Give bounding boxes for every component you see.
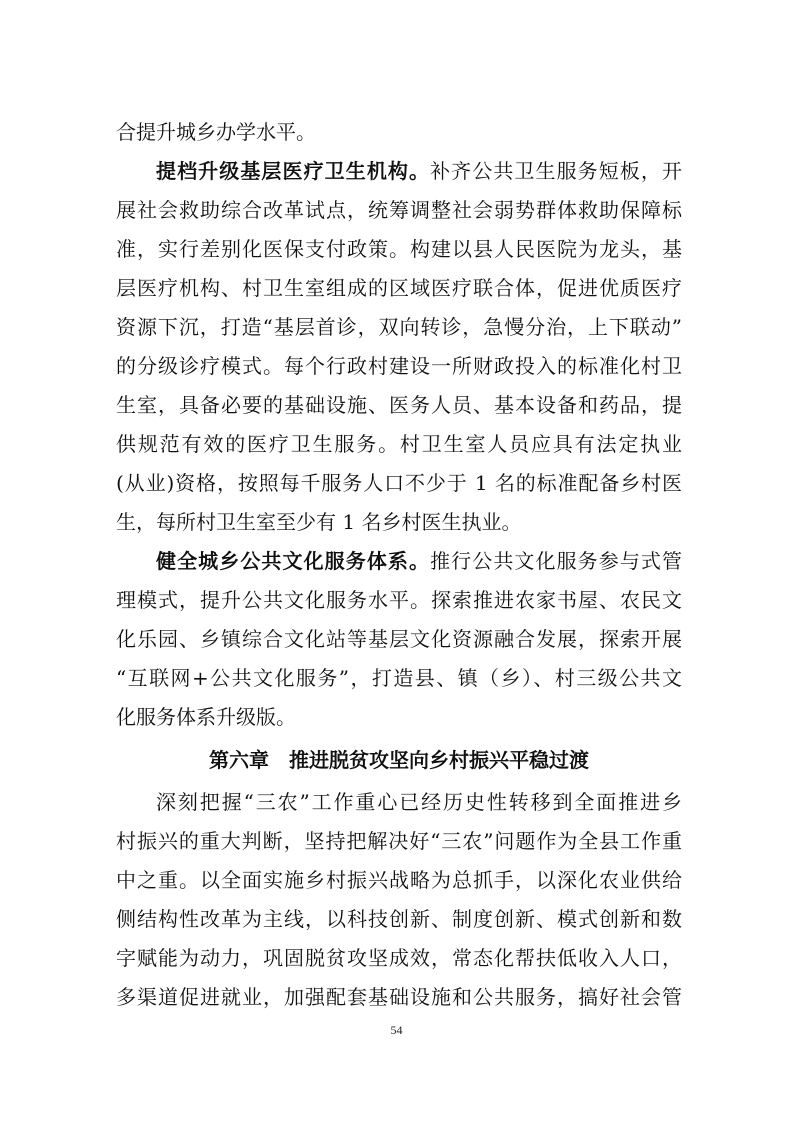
line-text: 生室，具备必要的基础设施、医务人员、基本设备和药品，提 [116,393,682,417]
line-text: 推行公共文化服务参与式管 [430,549,683,573]
line-text: 多渠道促进就业，加强配套基础设施和公共服务，搞好社会管 [116,985,682,1009]
document-body [116,113,682,1017]
text-line [116,939,682,978]
line-text: 化乐园、乡镇综合文化站等基层文化资源融合发展，探索开展 [116,627,682,651]
text-line [116,783,682,822]
line-text: 中之重。以全面实施乡村振兴战略为总抓手，以深化农业供给 [116,868,682,892]
line-text: 供规范有效的医疗卫生服务。村卫生室人员应具有法定执业 [116,432,682,456]
text-line [116,230,682,269]
text-line [116,581,682,620]
line-text: 侧结构性改革为主线，以科技创新、制度创新、模式创新和数 [116,907,682,931]
line-text: 层医疗机构、村卫生室组成的区域医疗联合体，促进优质医疗 [116,276,682,300]
text-line [116,620,682,659]
line-text: 的分级诊疗模式。每个行政村建设一所财政投入的标准化村卫 [116,354,682,378]
line-text: 字赋能为动力，巩固脱贫攻坚成效，常态化帮扶低收入人口， [116,946,682,970]
line-text: 合提升城乡办学水平。 [116,120,316,144]
line-text: 准，实行差别化医保支付政策。构建以县人民医院为龙头，基 [116,237,682,261]
paragraph-lead-heading: 提档升级基层医疗卫生机构。 [156,159,431,183]
text-line [116,152,682,191]
text-line [116,861,682,900]
text-line [116,191,682,230]
line-text: 化服务体系升级版。 [116,705,296,729]
text-line [116,978,682,1017]
line-text: 村振兴的重大判断，坚持把解决好“三农”问题作为全县工作重 [116,829,682,853]
text-line [116,425,682,464]
paragraph-lead-heading: 健全城乡公共文化服务体系。 [156,549,431,573]
text-line [116,347,682,386]
text-line [116,269,682,308]
text-line [116,698,682,737]
chapter-heading: 第六章 推进脱贫攻坚向乡村振兴平稳过渡 [209,748,589,772]
text-line [116,542,682,581]
text-line [116,900,682,939]
page-number: 54 [390,1023,403,1037]
line-text: 生，每所村卫生室至少有 1 名乡村医生执业。 [116,510,522,534]
line-text: (从业)资格，按照每千服务人口不少于 1 名的标准配备乡村医 [116,471,682,495]
line-text: 资源下沉，打造“基层首诊，双向转诊，急慢分治，上下联动” [116,315,682,339]
line-text: 展社会救助综合改革试点，统筹调整社会弱势群体救助保障标 [116,198,682,222]
text-line [116,113,682,152]
line-text: 深刻把握“三农”工作重心已经历史性转移到全面推进乡 [156,790,682,814]
text-line [116,503,682,542]
text-line [116,308,682,347]
line-text: “互联网+公共文化服务”，打造县、镇（乡）、村三级公共文 [116,666,682,690]
line-text: 理模式，提升公共文化服务水平。探索推进农家书屋、农民文 [116,588,682,612]
line-text: 补齐公共卫生服务短板，开 [430,159,683,183]
text-line [116,386,682,425]
text-line [116,659,682,698]
text-line [116,822,682,861]
text-line [116,464,682,503]
